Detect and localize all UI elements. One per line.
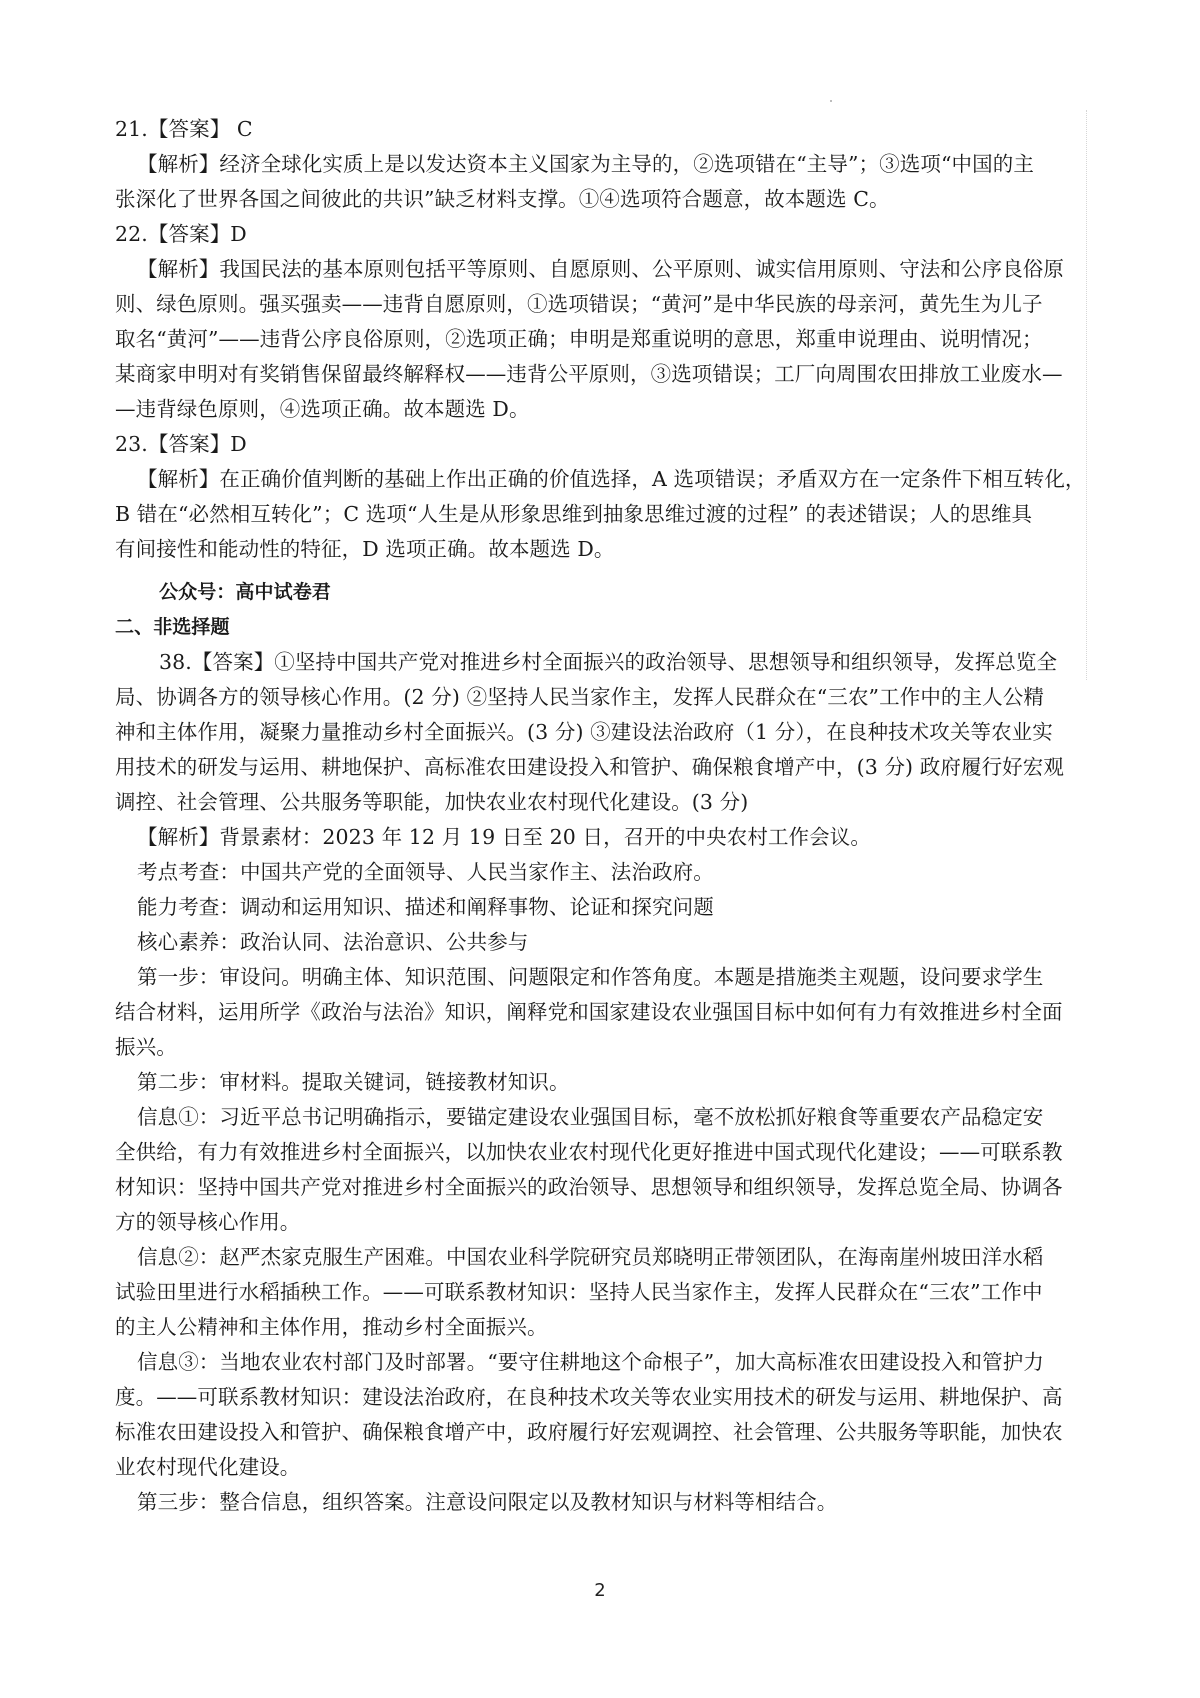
section-heading: 二、非选择题 (115, 616, 230, 638)
text-line: 材知识：坚持中国共产党对推进乡村全面振兴的政治领导、思想领导和组织领导，发挥总览全局、协调各 (115, 1175, 1063, 1199)
text-line: 【解析】在正确价值判断的基础上作出正确的价值选择，A 选项错误；矛盾双方在一定条件下相互转化， (137, 467, 1086, 491)
text-line: 某商家申明对有奖销售保留最终解释权——违背公平原则，③选项错误；工厂向周围农田排放工业废水— (115, 362, 1063, 386)
text-line: 结合材料，运用所学《政治与法治》知识，阐释党和国家建设农业强国目标中如何有力有效推进乡村全面 (115, 1000, 1063, 1024)
text-line: 【解析】我国民法的基本原则包括平等原则、自愿原则、公平原则、诚实信用原则、守法和公序良俗原 (137, 257, 1064, 281)
answer-content (115, 112, 1095, 1520)
text-line: 神和主体作用，凝聚力量推动乡村全面振兴。(3 分) ③建设法治政府（1 分），在良种技术攻关等农业实 (115, 720, 1053, 744)
text-line: 用技术的研发与运用、耕地保护、高标准农田建设投入和管护、确保粮食增产中，(3 分) 政府履行好宏观 (115, 755, 1064, 779)
text-line: 业农村现代化建设。 (115, 1455, 301, 1479)
text-line: 有间接性和能动性的特征，D 选项正确。故本题选 D。 (115, 537, 615, 561)
text-line: 调控、社会管理、公共服务等职能，加快农业农村现代化建设。(3 分) (115, 790, 749, 814)
text-line: 第一步：审设问。明确主体、知识范围、问题限定和作答角度。本题是措施类主观题，设问要求学生 (137, 965, 1044, 989)
text-line: 张深化了世界各国之间彼此的共识”缺乏材料支撑。①④选项符合题意，故本题选 C。 (115, 187, 890, 211)
text-line: 则、绿色原则。强买强卖——违背自愿原则，①选项错误；“黄河”是中华民族的母亲河，黄先生为儿子 (115, 292, 1043, 316)
text-line: 【解析】经济全球化实质上是以发达资本主义国家为主导的，②选项错在“主导”；③选项“中国的主 (137, 152, 1034, 176)
section-heading: 公众号：高中试卷君 (159, 581, 331, 603)
text-line: 信息③：当地农业农村部门及时部署。“要守住耕地这个命根子”，加大高标准农田建设投入和管护力 (137, 1350, 1044, 1374)
text-line: 核心素养：政治认同、法治意识、公共参与 (137, 930, 529, 954)
text-line: 第三步：整合信息，组织答案。注意设问限定以及教材知识与材料等相结合。 (137, 1490, 838, 1514)
text-line: 取名“黄河”——违背公序良俗原则，②选项正确；申明是郑重说明的意思，郑重申说理由、说明情况； (115, 327, 1043, 351)
text-line: 考点考查：中国共产党的全面领导、人民当家作主、法治政府。 (137, 860, 714, 884)
text-line: 23.【答案】D (115, 432, 247, 456)
text-line: 信息①：习近平总书记明确指示，要锚定建设农业强国目标，毫不放松抓好粮食等重要农产品稳定安 (137, 1105, 1044, 1129)
text-line: B 错在“必然相互转化”；C 选项“人生是从形象思维到抽象思维过渡的过程” 的表述错误；人的思维具 (115, 502, 1033, 526)
text-line: 度。——可联系教材知识：建设法治政府，在良种技术攻关等农业实用技术的研发与运用、耕地保护、高 (115, 1385, 1063, 1409)
text-line: 信息②：赵严杰家克服生产困难。中国农业科学院研究员郑晓明正带领团队，在海南崖州坡田洋水稻 (137, 1245, 1044, 1269)
text-line: 能力考查：调动和运用知识、描述和阐释事物、论证和探究问题 (137, 895, 714, 919)
text-line: 的主人公精神和主体作用，推动乡村全面振兴。 (115, 1315, 548, 1339)
page-number: 2 (594, 1580, 606, 1601)
text-line: 方的领导核心作用。 (115, 1210, 301, 1234)
text-line: 22.【答案】D (115, 222, 247, 246)
text-line: 试验田里进行水稻插秧工作。——可联系教材知识：坚持人民当家作主，发挥人民群众在“三农”工作中 (115, 1280, 1043, 1304)
scan-speck (830, 100, 832, 102)
text-line: 38.【答案】①坚持中国共产党对推进乡村全面振兴的政治领导、思想领导和组织领导，发挥总览全 (159, 650, 1058, 674)
text-line: 振兴。 (115, 1035, 177, 1059)
text-line: 21.【答案】 C (115, 117, 253, 141)
spacer (115, 567, 1095, 575)
text-line: 局、协调各方的领导核心作用。(2 分) ②坚持人民当家作主，发挥人民群众在“三农”工作中的主人公精 (115, 685, 1044, 709)
text-line: 标准农田建设投入和管护、确保粮食增产中，政府履行好宏观调控、社会管理、公共服务等职能，加快农 (115, 1420, 1063, 1444)
text-line: —违背绿色原则，④选项正确。故本题选 D。 (115, 397, 530, 421)
text-line: 【解析】背景素材：2023 年 12 月 19 日至 20 日，召开的中央农村工作会议。 (137, 825, 871, 849)
text-line: 第二步：审材料。提取关键词，链接教材知识。 (137, 1070, 570, 1094)
text-line: 全供给，有力有效推进乡村全面振兴，以加快农业农村现代化更好推进中国式现代化建设；——可联系教 (115, 1140, 1063, 1164)
